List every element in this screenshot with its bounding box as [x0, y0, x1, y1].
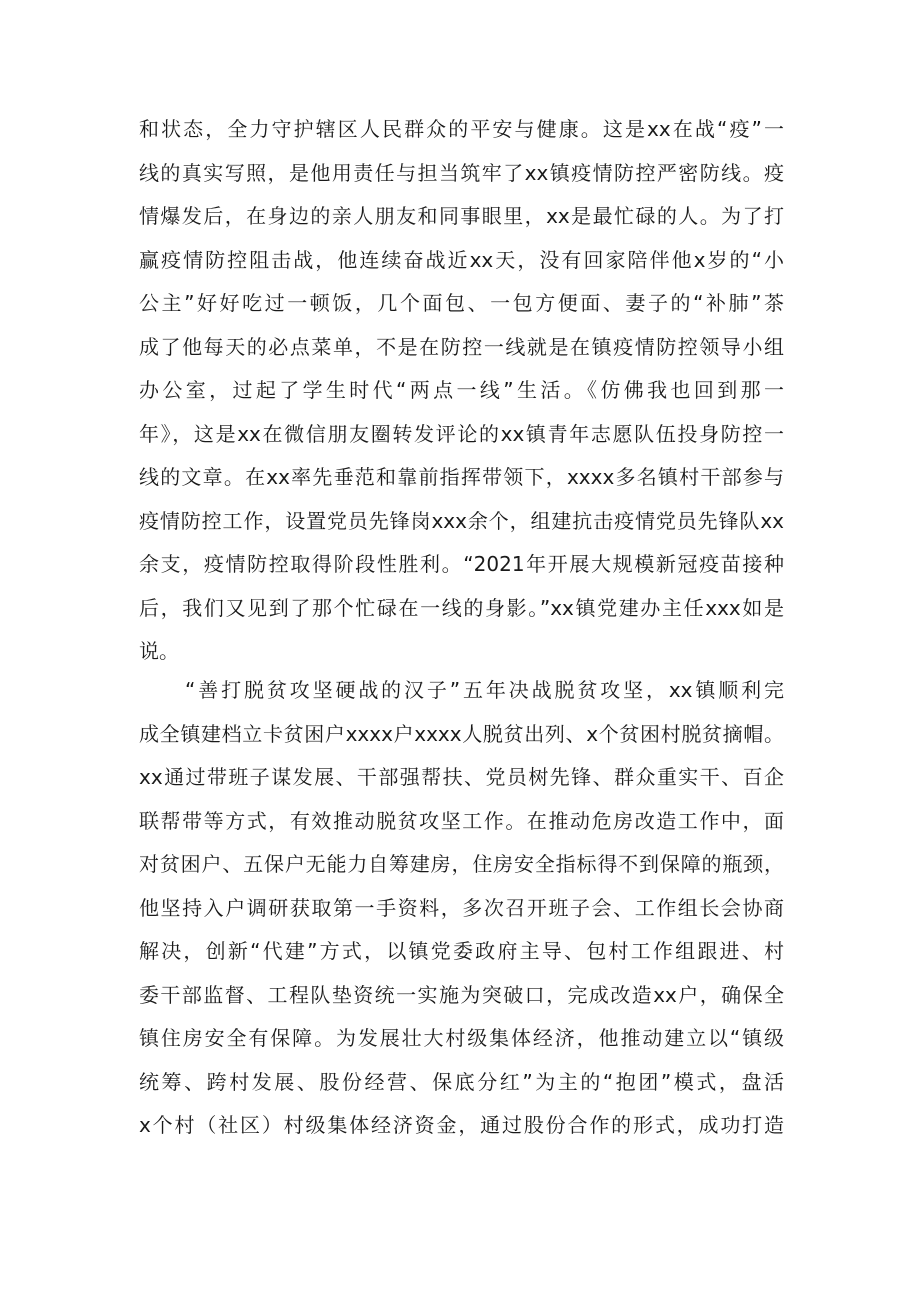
paragraph-2-line: xx通过带班子谋发展、干部强帮扶、党员树先锋、群众重实干、百企 [139, 765, 784, 789]
paragraph-1-line: 疫情防控工作，设置党员先锋岗xxx余个，组建抗击疫情党员先锋队xx [139, 508, 784, 533]
paragraph-1-line: 情爆发后，在身边的亲人朋友和同事眼里，xx是最忙碌的人。为了打 [139, 204, 784, 228]
paragraph-1-line: 后，我们又见到了那个忙碌在一线的身影。”xx镇党建办主任xxx如是 [139, 595, 784, 620]
paragraph-1-line: 说。 [139, 639, 179, 663]
paragraph-1-line: 和状态，全力守护辖区人民群众的平安与健康。这是xx在战“疫”一 [139, 117, 784, 141]
paragraph-1 [139, 108, 784, 674]
paragraph-2 [139, 669, 784, 1148]
paragraph-1-line: 线的文章。在xx率先垂范和靠前指挥带领下，xxxx多名镇村干部参与 [139, 465, 784, 489]
paragraph-1-line: 赢疫情防控阻击战，他连续奋战近xx天，没有回家陪伴他x岁的“小 [139, 247, 784, 272]
paragraph-2-line: x个村（社区）村级集体经济资金，通过股份合作的形式，成功打造 [139, 1113, 784, 1137]
paragraph-1-line: 年》，这是xx在微信朋友圈转发评论的xx镇青年志愿队伍投身防控一 [139, 421, 784, 446]
paragraph-1-line: 成了他每天的必点菜单，不是在防控一线就是在镇疫情防控领导小组 [139, 334, 784, 359]
paragraph-2-line: “善打脱贫攻坚硬战的汉子”五年决战脱贫攻坚，xx镇顺利完 [185, 678, 784, 702]
paragraph-2-line: 解决，创新“代建”方式，以镇党委政府主导、包村工作组跟进、村 [139, 939, 784, 963]
paragraph-2-line: 统筹、跨村发展、股份经营、保底分红”为主的“抱团”模式，盘活 [139, 1069, 784, 1094]
paragraph-2-line: 委干部监督、工程队垫资统一实施为突破口，完成改造xx户，确保全 [139, 982, 784, 1007]
paragraph-1-line: 线的真实写照，是他用责任与担当筑牢了xx镇疫情防控严密防线。疫 [139, 160, 784, 185]
paragraph-1-line: 办公室，过起了学生时代“两点一线”生活。《仿佛我也回到那一 [139, 378, 784, 402]
paragraph-2-line: 联帮带等方式，有效推动脱贫攻坚工作。在推动危房改造工作中，面 [139, 808, 784, 833]
paragraph-1-line: 公主”好好吃过一顿饭，几个面包、一包方便面、妻子的“补肺”茶 [139, 291, 784, 315]
paragraph-2-line: 对贫困户、五保户无能力自筹建房，住房安全指标得不到保障的瓶颈， [139, 852, 784, 876]
paragraph-1-line: 余支，疫情防控取得阶段性胜利。“2021年开展大规模新冠疫苗接种 [139, 552, 784, 576]
paragraph-2-line: 镇住房安全有保障。为发展壮大村级集体经济，他推动建立以“镇级 [139, 1026, 784, 1050]
paragraph-2-line: 成全镇建档立卡贫困户xxxx户xxxx人脱贫出列、x个贫困村脱贫摘帽。 [139, 721, 784, 746]
paragraph-2-line: 他坚持入户调研获取第一手资料，多次召开班子会、工作组长会协商 [139, 895, 784, 920]
